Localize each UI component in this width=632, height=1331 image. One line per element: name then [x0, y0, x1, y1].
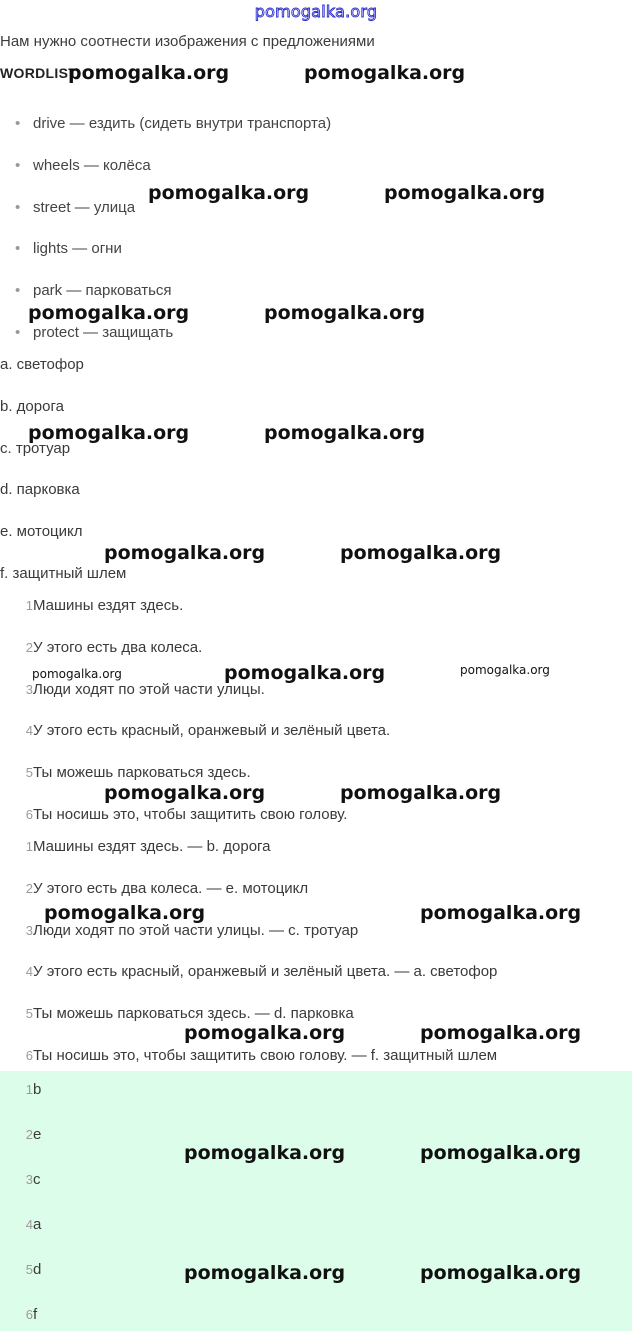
- item-number: 5: [25, 1262, 33, 1277]
- list-item: [15, 199, 135, 216]
- sentence-text: У этого есть красный, оранжевый и зелёный цвета.: [33, 722, 391, 739]
- watermark: pomogalka.org: [68, 62, 230, 84]
- match-text: Ты можешь парковаться здесь. — d. парковка: [33, 1005, 354, 1022]
- list-item: [15, 115, 331, 132]
- watermark: pomogalka.org: [148, 182, 310, 204]
- answer-box: [0, 1071, 632, 1331]
- match-item: [0, 1047, 497, 1064]
- item-number: 2: [25, 1127, 33, 1142]
- watermark: pomogalka.org: [184, 1022, 346, 1044]
- watermark: pomogalka.org: [104, 542, 266, 564]
- answer-item: [0, 1171, 41, 1188]
- watermark: pomogalka.org: [28, 302, 190, 324]
- item-number: 4: [25, 964, 33, 979]
- match-item: [0, 922, 358, 939]
- list-item: [15, 282, 172, 299]
- watermark: pomogalka.org: [224, 662, 386, 684]
- watermark: pomogalka.org: [340, 542, 502, 564]
- watermark: pomogalka.org: [184, 1262, 346, 1284]
- item-number: 5: [25, 1006, 33, 1021]
- list-item-text: wheels — колёса: [33, 157, 151, 174]
- watermark: pomogalka.org: [340, 782, 502, 804]
- item-number: 3: [25, 682, 33, 697]
- match-text: Машины ездят здесь. — b. дорога: [33, 838, 271, 855]
- watermark: pomogalka.org: [420, 1022, 582, 1044]
- option-item: d. парковка: [0, 481, 80, 498]
- sentence-text: У этого есть два колеса.: [33, 639, 203, 656]
- answer-text: d: [33, 1261, 42, 1278]
- wordlist-title: WORDLIST: [0, 65, 78, 81]
- list-item: [15, 240, 122, 257]
- list-item-text: lights — огни: [33, 240, 122, 257]
- sentence-item: [0, 764, 251, 781]
- option-item: e. мотоцикл: [0, 523, 83, 540]
- match-item: [0, 838, 271, 855]
- match-item: [0, 963, 497, 980]
- sentence-text: Машины ездят здесь.: [33, 597, 184, 614]
- match-text: У этого есть два колеса. — e. мотоцикл: [33, 880, 309, 897]
- match-text: Ты носишь это, чтобы защитить свою голову. — f. защитный шлем: [33, 1047, 498, 1064]
- item-number: 6: [25, 1307, 33, 1322]
- item-number: 1: [25, 839, 33, 854]
- item-number: 2: [25, 881, 33, 896]
- watermark: pomogalka.org: [460, 663, 550, 677]
- watermark: pomogalka.org: [264, 302, 426, 324]
- option-item: b. дорога: [0, 398, 64, 415]
- bullet-icon: •: [15, 324, 21, 341]
- sentence-text: Люди ходят по этой части улицы.: [33, 681, 265, 698]
- sentence-item: [0, 597, 183, 614]
- item-number: 6: [25, 1048, 33, 1063]
- item-number: 5: [25, 765, 33, 780]
- item-number: 1: [25, 1082, 33, 1097]
- watermark: pomogalka.org: [184, 1142, 346, 1164]
- answer-item: [0, 1306, 37, 1323]
- watermark: pomogalka.org: [264, 422, 426, 444]
- watermark: pomogalka.org: [44, 902, 206, 924]
- bullet-icon: •: [15, 199, 21, 216]
- list-item-text: protect — защищать: [33, 324, 174, 341]
- answer-item: [0, 1126, 41, 1143]
- item-number: 6: [25, 807, 33, 822]
- sentence-item: [0, 639, 202, 656]
- list-item-text: street — улица: [33, 199, 136, 216]
- bullet-icon: •: [15, 282, 21, 299]
- item-number: 1: [25, 598, 33, 613]
- watermark: pomogalka.org: [420, 902, 582, 924]
- item-number: 3: [25, 1172, 33, 1187]
- item-number: 4: [25, 723, 33, 738]
- list-item: [15, 324, 173, 341]
- option-item: a. светофор: [0, 356, 84, 373]
- watermark: pomogalka.org: [420, 1142, 582, 1164]
- watermark: pomogalka.org: [28, 422, 190, 444]
- option-item: f. защитный шлем: [0, 565, 127, 582]
- match-item: [0, 1005, 354, 1022]
- watermark: pomogalka.org: [384, 182, 546, 204]
- bullet-icon: •: [15, 115, 21, 132]
- item-number: 2: [25, 640, 33, 655]
- answer-text: b: [33, 1081, 42, 1098]
- answer-text: f: [33, 1306, 38, 1323]
- answer-text: e: [33, 1126, 42, 1143]
- watermark: pomogalka.org: [32, 667, 122, 681]
- answer-text: a: [33, 1216, 42, 1233]
- match-item: [0, 880, 308, 897]
- match-text: У этого есть красный, оранжевый и зелёный цвета. — a. светофор: [33, 963, 498, 980]
- item-number: 3: [25, 923, 33, 938]
- answer-text: c: [33, 1171, 41, 1188]
- list-item-text: park — парковаться: [33, 282, 172, 299]
- watermark: pomogalka.org: [304, 62, 466, 84]
- answer-item: [0, 1216, 41, 1233]
- list-item-text: drive — ездить (сидеть внутри транспорта): [33, 115, 332, 132]
- sentence-item: [0, 806, 347, 823]
- intro-text: Нам нужно соотнести изображения с предложениями: [0, 33, 375, 50]
- watermark: pomogalka.org: [420, 1262, 582, 1284]
- item-number: 4: [25, 1217, 33, 1232]
- sentence-item: [0, 722, 390, 739]
- site-header[interactable]: pomogalka.org: [254, 2, 378, 21]
- match-text: Люди ходят по этой части улицы. — c. тротуар: [33, 922, 359, 939]
- watermark: pomogalka.org: [104, 782, 266, 804]
- answer-item: [0, 1261, 41, 1278]
- sentence-text: Ты носишь это, чтобы защитить свою голову.: [33, 806, 348, 823]
- list-item: [15, 157, 151, 174]
- bullet-icon: •: [15, 240, 21, 257]
- answer-item: [0, 1081, 41, 1098]
- sentence-text: Ты можешь парковаться здесь.: [33, 764, 251, 781]
- bullet-icon: •: [15, 157, 21, 174]
- option-item: c. тротуар: [0, 440, 71, 457]
